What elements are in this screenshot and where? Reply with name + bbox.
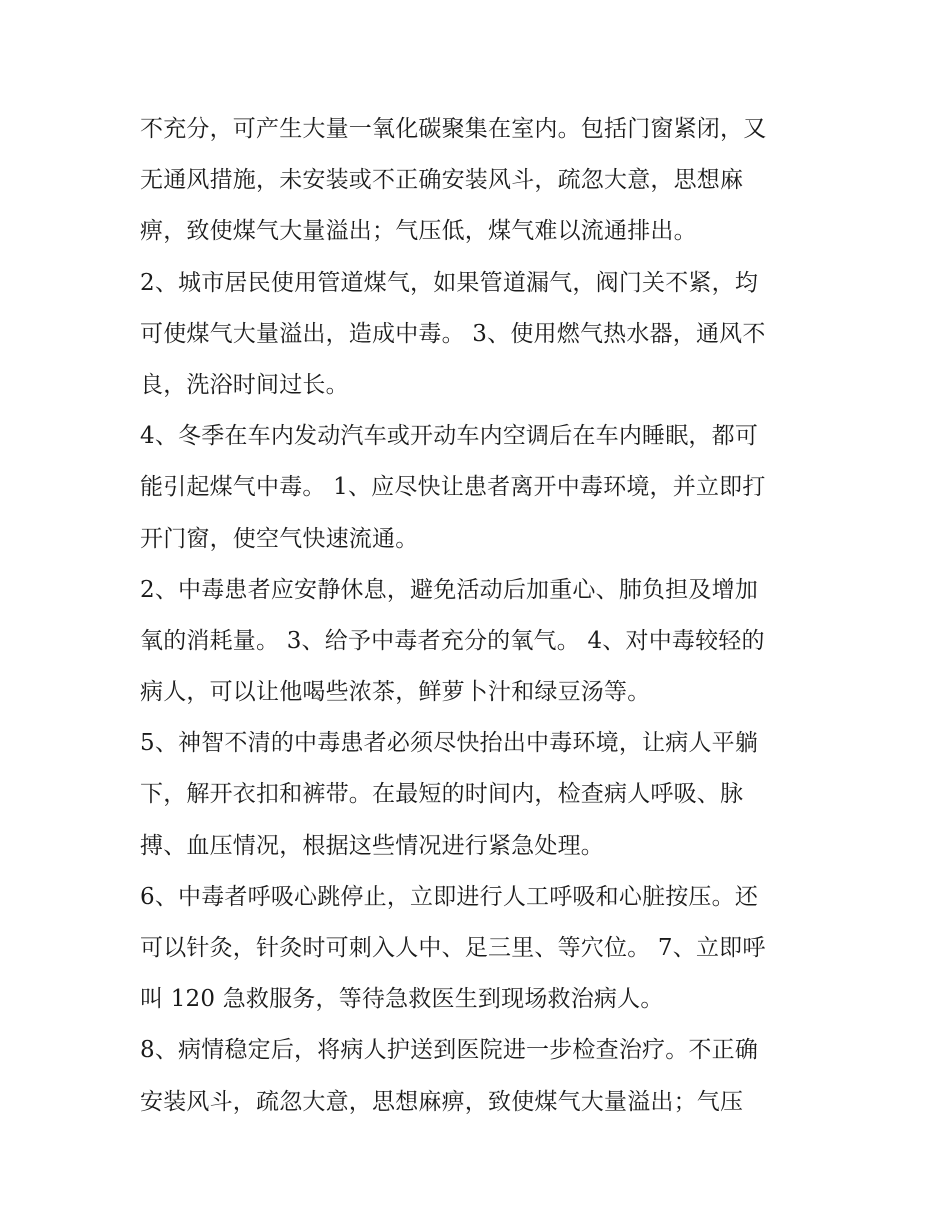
text-line: 搏、血压情况，根据这些情况进行紧急处理。 xyxy=(140,832,604,859)
text-line: 2、中毒患者应安静休息，避免活动后加重心、肺负担及增加 xyxy=(140,576,759,603)
text-line: 痹，致使煤气大量溢出；气压低，煤气难以流通排出。 xyxy=(140,218,697,245)
text-line: 安装风斗，疏忽大意，思想麻痹，致使煤气大量溢出；气压 xyxy=(140,1088,744,1115)
text-line: 开门窗，使空气快速流通。 xyxy=(140,525,419,552)
text-line: 6、中毒者呼吸心跳停止，立即进行人工呼吸和心脏按压。还 xyxy=(140,883,759,910)
text-line: 良，洗浴时间过长。 xyxy=(140,371,349,398)
text-line: 5、神智不清的中毒患者必须尽快抬出中毒环境，让病人平躺 xyxy=(140,730,759,757)
text-line: 病人，可以让他喝些浓茶，鲜萝卜汁和绿豆汤等。 xyxy=(140,679,651,706)
text-line: 2、城市居民使用管道煤气，如果管道漏气，阀门关不紧，均 xyxy=(140,269,759,296)
text-line: 4、冬季在车内发动汽车或开动车内空调后在车内睡眠，都可 xyxy=(140,423,759,450)
text-line: 氧的消耗量。 3、给予中毒者充分的氧气。 4、对中毒较轻的 xyxy=(140,627,765,654)
text-line: 可以针灸，针灸时可刺入人中、足三里、等穴位。 7、立即呼 xyxy=(140,935,766,961)
text-line: 下，解开衣扣和裤带。在最短的时间内，检查病人呼吸、脉 xyxy=(140,781,744,808)
text-line: 不充分，可产生大量一氧化碳聚集在室内。包括门窗紧闭，又 xyxy=(140,116,767,142)
text-line: 能引起煤气中毒。 1、应尽快让患者离开中毒环境，并立即打 xyxy=(140,474,766,501)
text-line: 8、病情稳定后，将病人护送到医院进一步检查治疗。不正确 xyxy=(140,1037,759,1064)
document-body xyxy=(140,104,820,1128)
text-line: 可使煤气大量溢出，造成中毒。 3、使用燃气热水器，通风不 xyxy=(140,320,766,347)
text-line: 无通风措施，未安装或不正确安装风斗，疏忽大意，思想麻 xyxy=(140,167,744,194)
text-line: 叫 120 急救服务，等待急救医生到现场救治病人。 xyxy=(140,986,664,1013)
